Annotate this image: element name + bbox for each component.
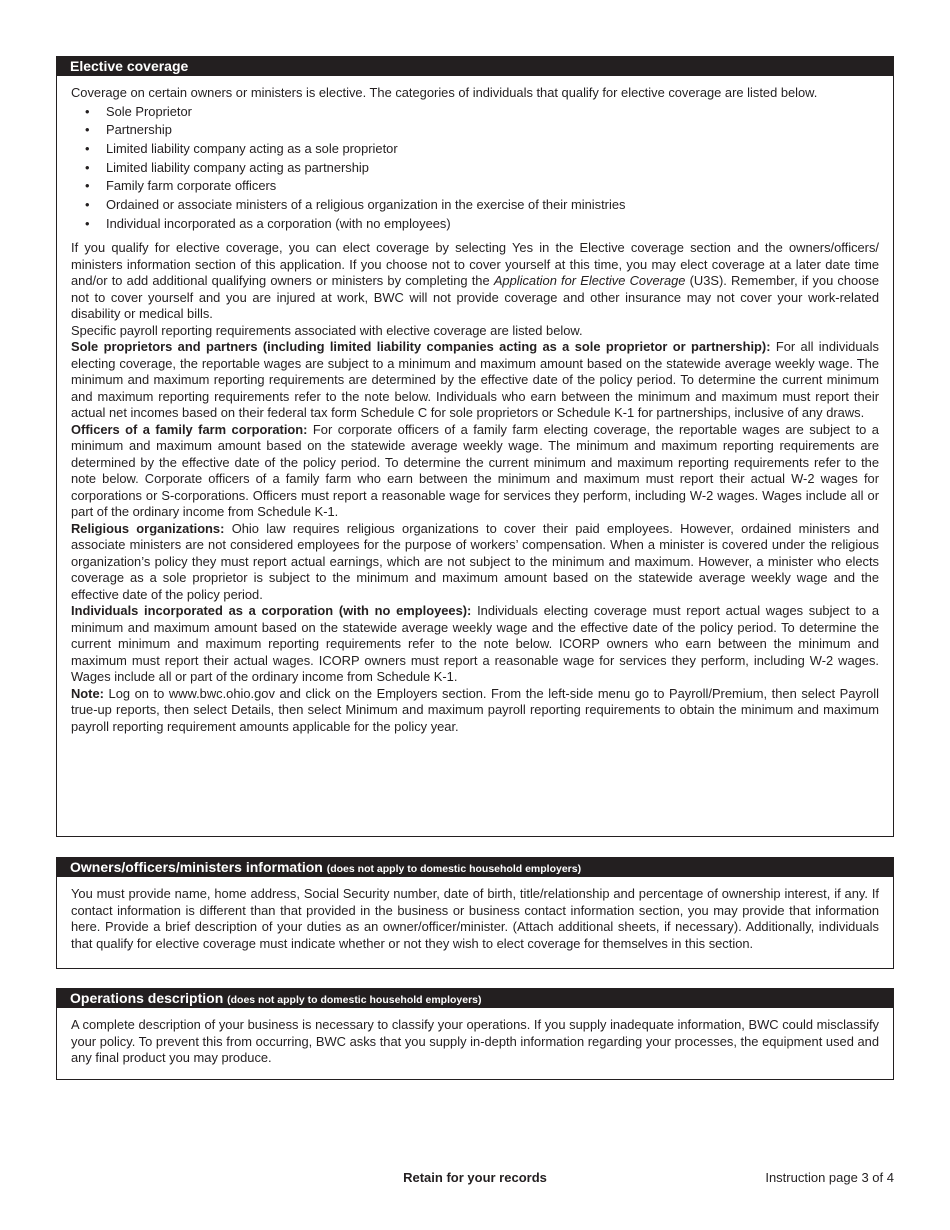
- elective-intro: Coverage on certain owners or ministers is elective. The categories of individuals that qualify for elective coverage are listed below.: [71, 85, 818, 100]
- page-number: Instruction page 3 of 4: [765, 1170, 894, 1185]
- retain-note: Retain for your records: [403, 1170, 547, 1185]
- operations-text: A complete description of your business is necessary to classify your operations. If you supply inadequate information, BWC could misclassify your policy. To prevent this from occurring, BWC asks that you supply in-depth information regarding your processes, the equipment used and any final product you may produce.: [71, 1017, 879, 1065]
- operations-title: Operations description: [70, 990, 224, 1006]
- qualify-paragraph: If you qualify for elective coverage, you can elect coverage by selecting Yes in the Elective coverage section and the owners/officers/ ministers information section of this application. If you choose not to cover yourself at this time, you may elect coverage at a later date time and/or to add additional qualifying owners or ministers by completing the Application for Elective Coverage (U3S). Remember, if you choose not to cover yourself and you are injured at work, BWC will not provide coverage and other insurance may not cover your work-related disability or medical bills.: [71, 240, 879, 322]
- operations-header: [57, 989, 893, 1008]
- sole-proprietors-paragraph: Sole proprietors and partners (including limited liability companies acting as a sole proprietor or partnership): For all individuals electing coverage, the reportable wages are subject to a minimum and maximum amount based on the statewide average weekly wage. The minimum and maximum reporting requirements are determined by the effective date of the policy period. To determine the current minimum and maximum reporting requirements refer to the note below. Individuals who earn between the minimum and maximum must report their actual net incomes based on their federal tax form Schedule C for sole proprietors or Schedule K-1 for partnerships, inclusive of any draws.: [71, 339, 879, 421]
- owners-body: [57, 877, 893, 960]
- list-item: • Limited liability company acting as partnership: [85, 159, 879, 178]
- family-farm-heading: Officers of a family farm corporation:: [71, 421, 308, 437]
- owners-section: [56, 857, 894, 969]
- form-title: Application for Elective Coverage: [493, 273, 686, 289]
- list-item: • Family farm corporate officers: [85, 177, 879, 196]
- family-farm-paragraph: Officers of a family farm corporation: For corporate officers of a family farm electing coverage, the reportable wages are subject to a minimum and maximum amount based on the statewide average weekly wage. The minimum and maximum reporting requirements are determined by the effective date of the policy period. To determine the current minimum and maximum reporting requirements refer to the note below. Corporate officers of a family farm who earn between the minimum and maximum must report their actual W-2 wages for corporations or S-corporations. Officers must report a reasonable wage for services they perform, including W-2 wages. Wages include all or part of the ordinary income from Schedule K-1.: [71, 421, 879, 520]
- elective-category-list: [71, 103, 879, 234]
- operations-body: [57, 1008, 893, 1075]
- list-item: • Limited liability company acting as a sole proprietor: [85, 140, 879, 159]
- owners-title: Owners/officers/ministers information: [70, 859, 323, 875]
- sole-proprietors-heading: Sole proprietors and partners (including limited liability companies acting as a sole proprietor or partnership):: [71, 339, 771, 355]
- operations-section: [56, 988, 894, 1080]
- elective-coverage-body: [57, 76, 893, 743]
- note-paragraph: Note: Log on to www.bwc.ohio.gov and click on the Employers section. From the left-side menu go to Payroll/Premium, then select Payroll true-up reports, then select Details, then select Minimum and maximum payroll reporting requirements to obtain the minimum and maximum payroll reporting requirement amounts applicable for the policy year.: [71, 685, 879, 734]
- religious-heading: Religious organizations:: [71, 520, 225, 536]
- page-footer: [0, 1170, 950, 1188]
- elective-coverage-header: [57, 57, 893, 76]
- operations-qualifier: (does not apply to domestic household employers): [227, 994, 482, 1006]
- note-heading: Note:: [71, 685, 104, 701]
- list-item: • Ordained or associate ministers of a religious organization in the exercise of their ministries: [85, 196, 879, 215]
- list-item: • Individual incorporated as a corporation (with no employees): [85, 215, 879, 234]
- icorp-paragraph: Individuals incorporated as a corporation (with no employees): Individuals electing coverage must report actual wages subject to a minimum and maximum amount based on the statewide average weekly wage and the effective date of the policy period. To determine the current minimum and maximum reporting requirements refer to the note below. ICORP owners who earn between the minimum and maximum must report their actual wages. ICORP owners must report a reasonable wage for services they perform, including W-2 wages. Wages include all or part of the ordinary income from Schedule K-1.: [71, 603, 879, 685]
- religious-paragraph: Religious organizations: Ohio law requires religious organizations to cover their paid employees. However, ordained ministers and associate ministers are not considered employees for the purpose of workers’ compensation. When a minister is covered under the religious organization’s policy they must report actual earnings, which are not subject to the minimum and maximum. However, a minister who elects coverage as a sole proprietor is subject to the minimum and maximum amount based on the statewide average weekly wage and the effective date of the policy period.: [71, 520, 879, 602]
- list-item: • Sole Proprietor: [85, 103, 879, 122]
- icorp-heading: Individuals incorporated as a corporation (with no employees):: [71, 603, 472, 619]
- specific-requirements: Specific payroll reporting requirements associated with elective coverage are listed below.: [71, 322, 583, 338]
- list-item: • Partnership: [85, 121, 879, 140]
- elective-coverage-section: [56, 56, 894, 837]
- owners-header: [57, 858, 893, 877]
- owners-qualifier: (does not apply to domestic household employers): [326, 863, 582, 875]
- elective-coverage-title: Elective coverage: [70, 58, 189, 74]
- owners-text: You must provide name, home address, Social Security number, date of birth, title/relationship and percentage of ownership interest, if any. If contact information is different than that provided in the business or business contact information section, you may provide that information here. Provide a brief description of your duties as an owner/officer/minister. (Attach additional sheets, if necessary). Additionally, individuals that qualify for elective coverage must indicate whether or not they wish to elect coverage for themselves in this section.: [71, 886, 879, 951]
